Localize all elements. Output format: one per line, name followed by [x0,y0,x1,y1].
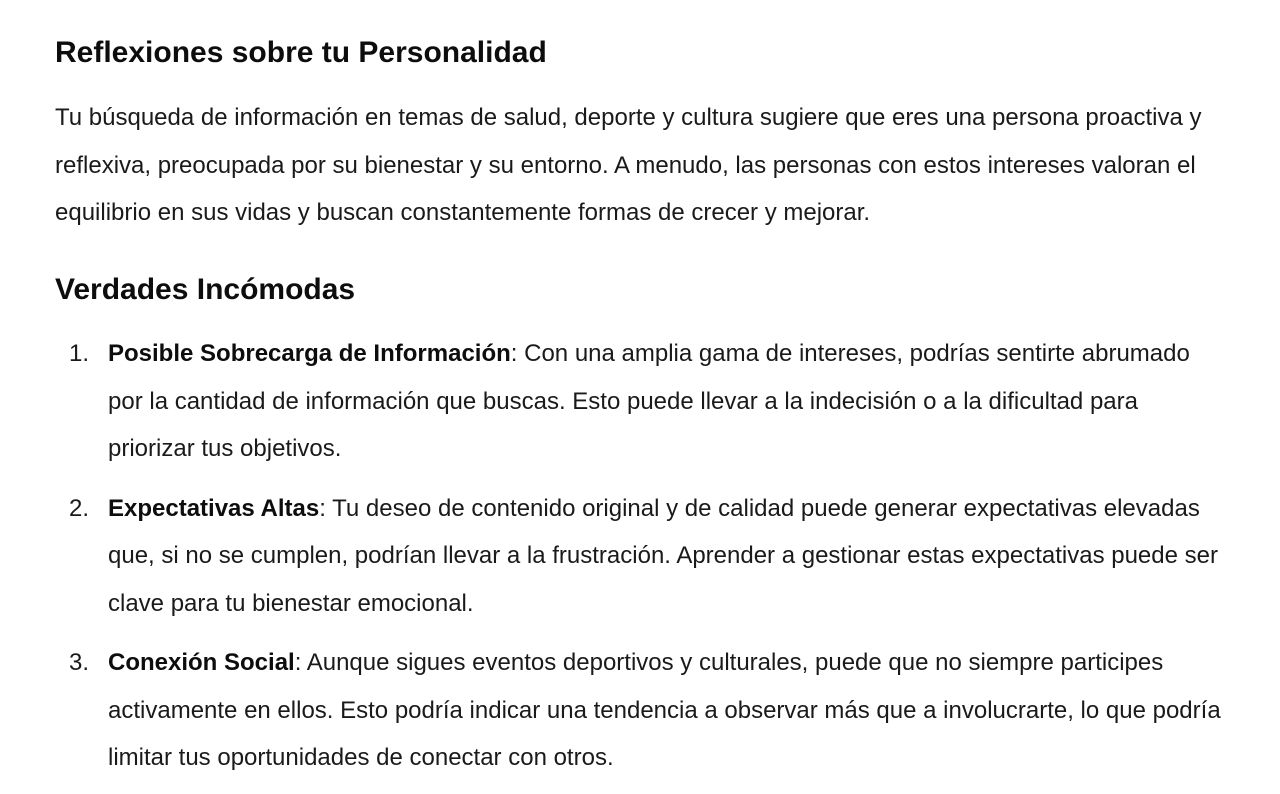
list-item-text: : Aunque sigues eventos deportivos y culturales, puede que no siempre participes activamente en ellos. Esto podría indicar una tendencia a observar más que a involucrarte, lo que podría limitar tus oportunidades de conectar con otros. [108,649,1221,771]
list-item-term: Posible Sobrecarga de Información [108,340,511,367]
list-item-number: 1. [69,340,90,367]
list-item-text: : Con una amplia gama de intereses, podrías sentirte abrumado por la cantidad de información que buscas. Esto puede llevar a la indecisión o a la dificultad para priorizar tus objetivos. [108,340,1190,462]
section-heading-personality: Reflexiones sobre tu Personalidad [55,36,547,69]
list-item-text: : Tu deseo de contenido original y de calidad puede generar expectativas elevadas que, si no se cumplen, podrían llevar a la frustración. Aprender a gestionar estas expectativas puede ser clave para tu bienestar emocional. [108,494,1218,617]
list-item [55,639,1230,782]
list-item [55,330,1230,473]
list-item [55,485,1230,628]
personality-paragraph: Tu búsqueda de información en temas de salud, deporte y cultura sugiere que eres una persona proactiva y reflexiva, preocupada por su bienestar y su entorno. A menudo, las personas con estos intereses valoran el equilibrio en sus vidas y buscan constantemente formas de crecer y mejorar. [55,104,1202,226]
list-item-number: 2. [69,494,90,522]
list-item-term: Conexión Social [108,649,295,676]
list-item-number: 3. [69,649,90,676]
list-item-term: Expectativas Altas [108,494,320,522]
section-heading-truths: Verdades Incómodas [55,273,356,306]
truths-list [55,330,1230,794]
